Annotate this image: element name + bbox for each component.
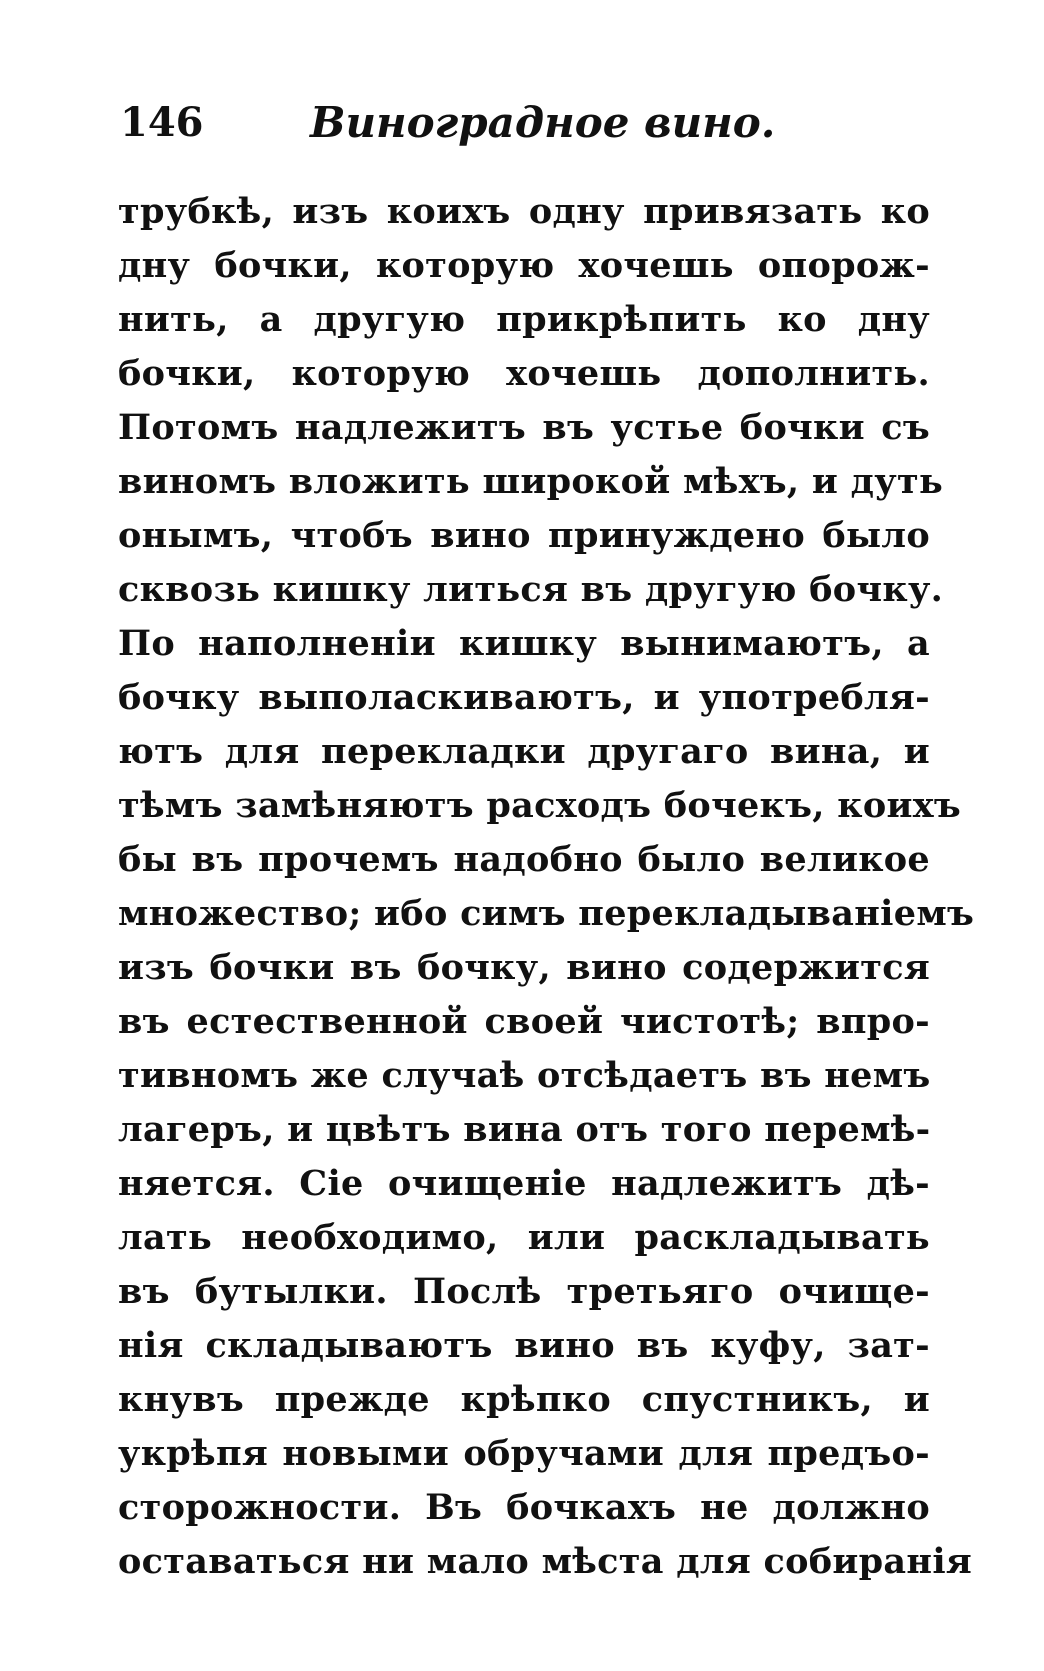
- text-line: нія складываютъ вино въ куфу, зат-: [118, 1325, 930, 1366]
- text-line: множество; ибо симъ перекладываніемъ: [118, 893, 975, 934]
- text-line: онымъ, чтобъ вино принуждено было: [118, 515, 930, 556]
- text-line: бы въ прочемъ надобно было великое: [118, 839, 930, 880]
- text-line: въ естественной своей чистотѣ; впро-: [118, 1001, 930, 1042]
- text-line: Потомъ надлежитъ въ устье бочки съ: [118, 407, 930, 448]
- text-line: лагеръ, и цвѣтъ вина отъ того перемѣ-: [118, 1109, 931, 1150]
- text-line: кнувъ прежде крѣпко спустникъ, и: [118, 1379, 930, 1420]
- chapter-title: Виноградное вино.: [310, 98, 776, 147]
- text-line: По наполненіи кишку вынимаютъ, а: [118, 623, 930, 664]
- text-line: изъ бочки въ бочку, вино содержится: [118, 947, 930, 988]
- text-line: ютъ для перекладки другаго вина, и: [118, 731, 930, 772]
- text-line: бочки, которую хочешь дополнить.: [118, 353, 930, 394]
- text-line: няется. Сіе очищеніе надлежитъ дѣ-: [118, 1163, 930, 1204]
- body-text: [118, 185, 975, 1589]
- text-line: въ бутылки. Послѣ третьяго очище-: [118, 1271, 930, 1312]
- running-head: [120, 88, 940, 158]
- text-line: сторожности. Въ бочкахъ не должно: [118, 1487, 930, 1528]
- text-line: лать необходимо, или раскладывать: [118, 1217, 930, 1258]
- text-line: виномъ вложить широкой мѣхъ, и дуть: [118, 461, 944, 502]
- text-line: оставаться ни мало мѣста для собиранія: [118, 1541, 973, 1582]
- text-line: укрѣпя новыми обручами для предъо-: [118, 1433, 930, 1474]
- text-line: нить, а другую прикрѣпить ко дну: [118, 299, 930, 340]
- text-line: трубкѣ, изъ коихъ одну привязать ко: [118, 191, 930, 232]
- text-line: дну бочки, которую хочешь опорож-: [118, 245, 930, 286]
- text-line: тѣмъ замѣняютъ расходъ бочекъ, коихъ: [118, 785, 962, 826]
- text-line: сквозь кишку литься въ другую бочку.: [118, 569, 944, 610]
- page-number: 146: [120, 99, 204, 146]
- text-line: тивномъ же случаѣ отсѣдаетъ въ немъ: [118, 1055, 931, 1096]
- text-line: бочку выполаскиваютъ, и употребля-: [118, 677, 930, 718]
